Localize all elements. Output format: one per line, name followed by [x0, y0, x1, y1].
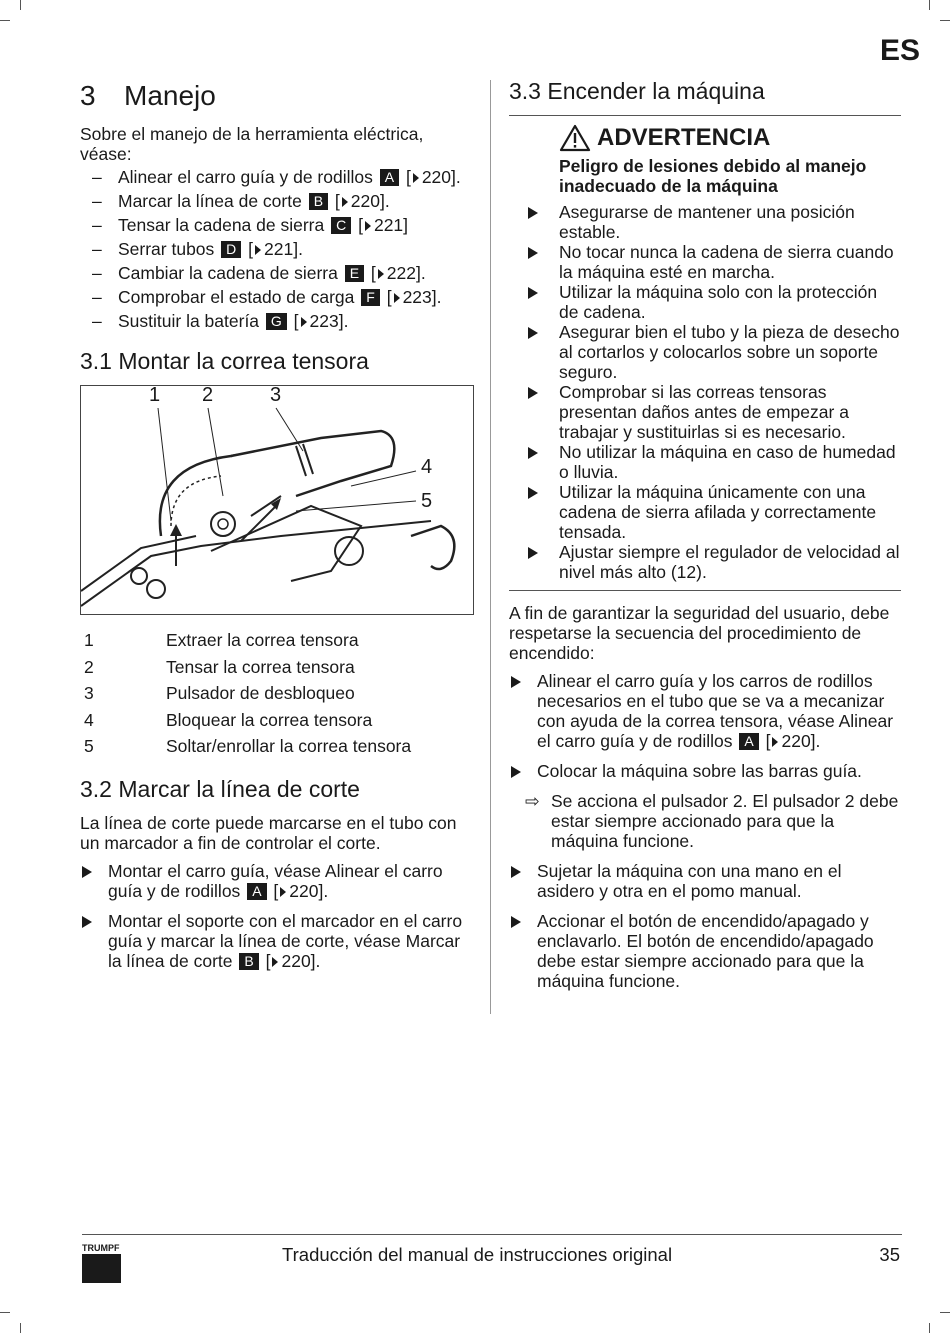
bullet-arrow-icon: [528, 547, 538, 559]
ref-badge: E: [345, 265, 364, 282]
bullet-arrow-icon: [511, 676, 521, 688]
page-ref-arrow-icon: [413, 173, 419, 183]
crop-mark: [0, 1312, 10, 1313]
bullet-arrow-icon: [528, 247, 538, 259]
ref-badge: G: [266, 313, 287, 330]
ref-badge: D: [221, 241, 241, 258]
footer-title: Traducción del manual de instrucciones original: [282, 1244, 673, 1265]
list-item[interactable]: – Sustituir la batería G [ 223].: [92, 311, 349, 331]
ref-badge: A: [247, 883, 266, 900]
callout-3: 3: [270, 384, 282, 406]
list-item[interactable]: – Serrar tubos D [ 221].: [92, 239, 303, 259]
bullet-arrow-icon: [528, 287, 538, 299]
page-ref-arrow-icon: [378, 269, 384, 279]
list-item[interactable]: Utilizar la máquina únicamente con una cadena de sierra afilada y correctamente tensada.: [559, 482, 901, 542]
warning-box: [509, 115, 901, 591]
ref-badge: B: [309, 193, 328, 210]
crop-mark: [20, 1323, 21, 1333]
crop-mark: [20, 0, 21, 10]
language-tag: ES: [879, 34, 920, 67]
section-3-2-intro: La línea de corte puede marcarse en el tubo con un marcador a fin de controlar el corte.: [80, 812, 457, 853]
section-3-intro: Sobre el manejo de la herramienta eléctrica, véase:: [80, 124, 424, 164]
section-3-1-heading: 3.1 Montar la correa tensora: [80, 348, 369, 374]
page-ref-arrow-icon: [342, 197, 348, 207]
warning-title: ADVERTENCIA: [509, 124, 901, 152]
bullet-arrow-icon: [528, 207, 538, 219]
tension-strap-figure: [80, 385, 474, 615]
left-column: [80, 78, 475, 981]
bullet-arrow-icon: [511, 766, 521, 778]
list-item[interactable]: Sujetar la máquina con una mano en el asidero y otra en el pomo manual.: [509, 861, 901, 901]
page-ref-arrow-icon: [365, 221, 371, 231]
page-ref-arrow-icon: [772, 737, 778, 747]
list-item[interactable]: Asegurarse de mantener una posición estable.: [559, 202, 901, 242]
section-3-heading: [80, 80, 475, 112]
list-item[interactable]: Ajustar siempre el regulador de velocidad al nivel más alto (12).: [559, 542, 901, 582]
list-item[interactable]: Utilizar la máquina solo con la protección de cadena.: [559, 282, 901, 322]
callout-4: 4: [421, 456, 433, 478]
ref-badge: A: [739, 733, 758, 750]
warning-list: [509, 202, 901, 582]
list-item[interactable]: Colocar la máquina sobre las barras guía.: [509, 761, 901, 781]
callout-1: 1: [149, 384, 161, 406]
legend-row: 1 Extraer la correa tensora: [84, 630, 359, 650]
ref-badge: C: [331, 217, 351, 234]
bullet-arrow-icon: [528, 327, 538, 339]
list-item[interactable]: No utilizar la máquina en caso de humedad o lluvia.: [559, 442, 901, 482]
startup-steps: [509, 671, 901, 781]
startup-steps-cont: [509, 861, 901, 991]
list-item[interactable]: – Tensar la cadena de sierra C [ 221]: [92, 215, 409, 235]
result-arrow-icon: ⇨: [525, 791, 540, 811]
bullet-arrow-icon: [528, 487, 538, 499]
page-ref-arrow-icon: [394, 293, 400, 303]
list-item[interactable]: Comprobar si las correas tensoras presentan daños antes de empezar a trabajar y sustituirlas si es necesario.: [559, 382, 901, 442]
page-ref-arrow-icon: [280, 887, 286, 897]
operation-list: [80, 166, 475, 332]
section-title: Manejo: [124, 80, 216, 111]
marking-steps: [80, 861, 475, 971]
page-number: 35: [879, 1244, 900, 1265]
bullet-arrow-icon: [511, 916, 521, 928]
section-3-3-intro: A fin de garantizar la seguridad del usuario, debe respetarse la secuencia del procedimiento de encendido:: [509, 603, 890, 663]
warning-subtitle: Peligro de lesiones debido al manejo inadecuado de la máquina: [559, 156, 867, 196]
crop-mark: [0, 20, 10, 21]
section-number: 3: [80, 80, 96, 111]
right-column: [509, 78, 901, 1001]
crop-mark: [940, 1312, 950, 1313]
list-item[interactable]: – Cambiar la cadena de sierra E [ 222].: [92, 263, 426, 283]
list-item[interactable]: Alinear el carro guía y los carros de rodillos necesarios en el tubo que se va a mecanizar con ayuda de la correa tensora, véase Alinear el carro guía y de rodillos A [ 220].: [509, 671, 901, 751]
list-item[interactable]: – Marcar la línea de corte B [ 220].: [92, 191, 390, 211]
figure-legend: [80, 627, 475, 760]
page-ref-arrow-icon: [272, 957, 278, 967]
trumpf-logo: TRUMPF: [82, 1243, 121, 1283]
crop-mark: [929, 0, 930, 10]
list-item[interactable]: – Comprobar el estado de carga F [ 223].: [92, 287, 442, 307]
ref-badge: B: [239, 953, 258, 970]
ref-badge: F: [361, 289, 380, 306]
warning-triangle-icon: [559, 124, 591, 152]
bullet-arrow-icon: [82, 866, 92, 878]
list-item[interactable]: Montar el soporte con el marcador en el carro guía y marcar la línea de corte, véase Marcar la línea de corte B [ 220].: [80, 911, 475, 971]
page-ref-arrow-icon: [255, 245, 261, 255]
list-item[interactable]: Montar el carro guía, véase Alinear el carro guía y de rodillos A [ 220].: [80, 861, 475, 901]
section-3-3-heading: 3.3 Encender la máquina: [509, 78, 765, 104]
list-item[interactable]: Asegurar bien el tubo y la pieza de desecho al cortarlos y colocarlos sobre un soporte seguro.: [559, 322, 901, 382]
page-ref-arrow-icon: [301, 317, 307, 327]
crop-mark: [940, 20, 950, 21]
list-item[interactable]: – Alinear el carro guía y de rodillos A [ 220].: [92, 167, 461, 187]
bullet-arrow-icon: [528, 387, 538, 399]
page-footer: [82, 1234, 902, 1265]
ref-badge: A: [380, 169, 399, 186]
column-divider: [490, 80, 491, 1014]
bullet-arrow-icon: [82, 916, 92, 928]
list-item[interactable]: Accionar el botón de encendido/apagado y enclavarlo. El botón de encendido/apagado debe estar siempre accionado para que la máquina funcione.: [509, 911, 901, 991]
legend-row: 3 Pulsador de desbloqueo: [84, 683, 355, 703]
bullet-arrow-icon: [511, 866, 521, 878]
bullet-arrow-icon: [528, 447, 538, 459]
callout-5: 5: [421, 490, 433, 512]
legend-row: 5 Soltar/enrollar la correa tensora: [84, 736, 412, 756]
list-item[interactable]: No tocar nunca la cadena de sierra cuando la máquina esté en marcha.: [559, 242, 901, 282]
legend-row: 2 Tensar la correa tensora: [84, 656, 355, 677]
result-item: ⇨ Se acciona el pulsador 2. El pulsador 2 debe estar siempre accionado para que la máquina funcione.: [525, 791, 899, 851]
legend-row: 4 Bloquear la correa tensora: [84, 709, 373, 730]
crop-mark: [929, 1323, 930, 1333]
ratchet-illustration: [81, 386, 473, 614]
callout-2: 2: [202, 384, 214, 406]
section-3-2-heading: 3.2 Marcar la línea de corte: [80, 775, 360, 802]
